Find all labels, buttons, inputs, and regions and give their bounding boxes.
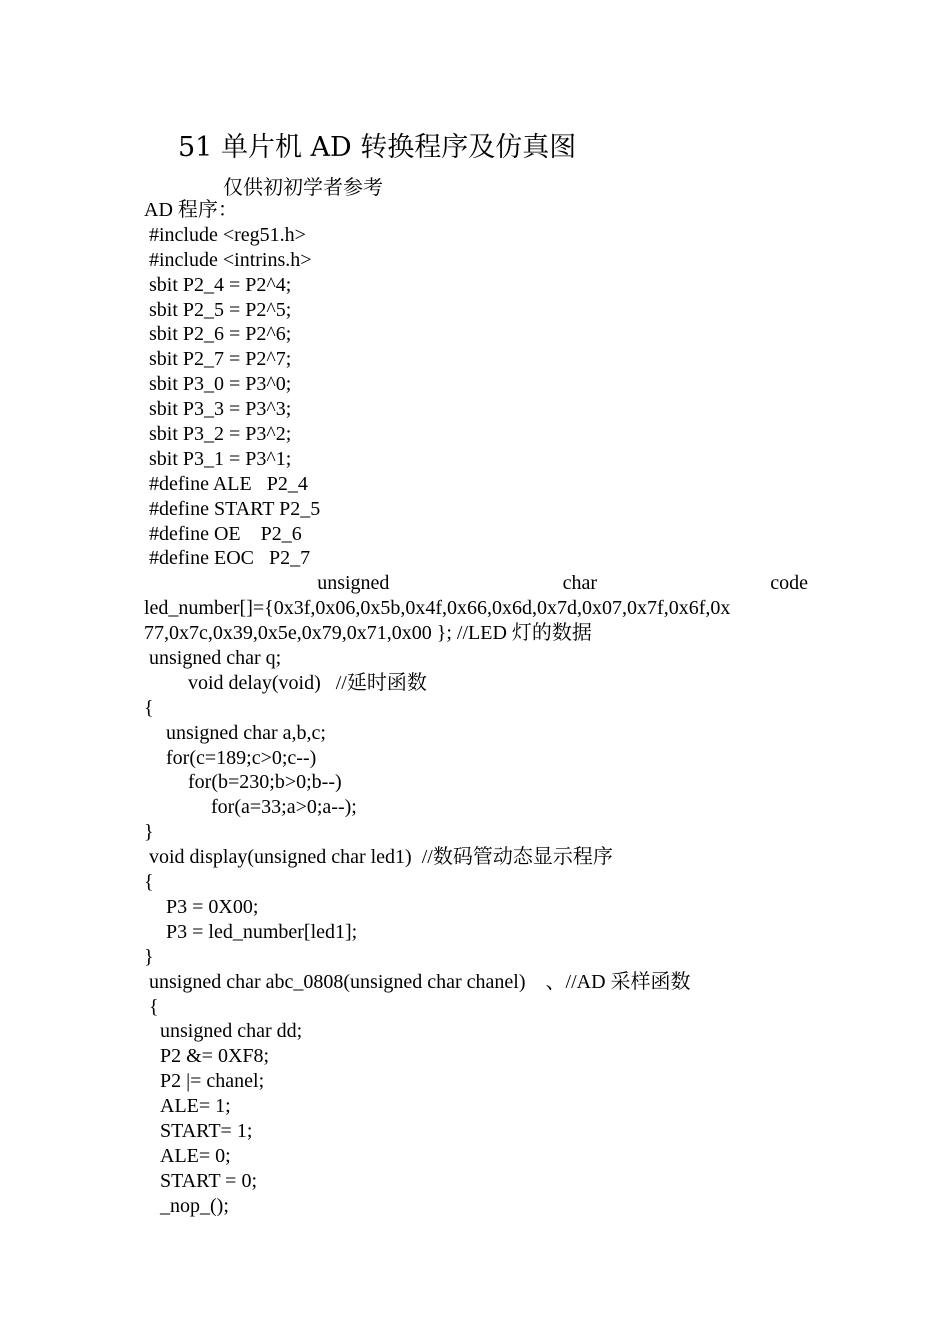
code-line: void display(unsigned char led1) //数码管动态显示程序	[149, 846, 613, 869]
document-subtitle: 仅供初初学者参考	[223, 175, 383, 199]
code-line: for(a=33;a>0;a--);	[211, 796, 357, 819]
code-line: #include <reg51.h>	[149, 223, 306, 246]
code-line: {	[144, 696, 154, 719]
code-line: 77,0x7c,0x39,0x5e,0x79,0x71,0x00 }; //LED 灯的数据	[144, 622, 592, 645]
code-line: sbit P2_6 = P2^6;	[149, 323, 292, 346]
code-line: sbit P2_5 = P2^5;	[149, 298, 292, 321]
code-line: }	[144, 945, 154, 968]
code-listing	[144, 198, 808, 1219]
code-word: unsigned	[317, 572, 390, 595]
code-line: for(c=189;c>0;c--)	[166, 746, 317, 769]
code-word: code	[770, 572, 808, 595]
code-line: #define EOC P2_7	[149, 547, 311, 570]
code-line: unsigned char q;	[149, 647, 282, 670]
code-line: unsigned char a,b,c;	[166, 721, 326, 744]
code-line: P2 &= 0XF8;	[160, 1045, 270, 1068]
code-word: char	[562, 572, 598, 595]
code-line: P3 = 0X00;	[166, 895, 259, 918]
code-line: {	[149, 995, 159, 1018]
code-line: for(b=230;b>0;b--)	[188, 771, 342, 794]
code-line: P2 |= chanel;	[160, 1070, 265, 1093]
code-line: #define OE P2_6	[149, 522, 302, 545]
code-line: AD 程序：	[144, 199, 238, 221]
code-line: {	[144, 871, 154, 894]
code-line: #define ALE P2_4	[149, 472, 308, 495]
code-line: #define START P2_5	[149, 497, 321, 520]
code-line: unsigned char abc_0808(unsigned char chanel) 、//AD 采样函数	[149, 970, 691, 993]
code-line: START = 0;	[160, 1169, 258, 1192]
code-line: unsigned char dd;	[160, 1020, 303, 1043]
code-line: sbit P3_3 = P3^3;	[149, 398, 292, 421]
code-line: ALE= 1;	[160, 1095, 231, 1118]
code-line: }	[144, 821, 154, 844]
code-line: sbit P3_2 = P3^2;	[149, 423, 292, 446]
code-line: sbit P3_0 = P3^0;	[149, 373, 292, 396]
code-line: #include <intrins.h>	[149, 248, 312, 271]
document-title: 51 单片机 AD 转换程序及仿真图	[178, 132, 577, 163]
code-line: P3 = led_number[led1];	[166, 920, 358, 943]
code-line: led_number[]={0x3f,0x06,0x5b,0x4f,0x66,0x6d,0x7d,0x07,0x7f,0x6f,0x	[144, 597, 731, 620]
code-line: sbit P3_1 = P3^1;	[149, 447, 292, 470]
code-line	[144, 571, 808, 596]
code-line: START= 1;	[160, 1119, 253, 1142]
code-line: ALE= 0;	[160, 1144, 231, 1167]
code-line: _nop_();	[160, 1194, 229, 1217]
code-line: void delay(void) //延时函数	[188, 671, 427, 694]
code-line: sbit P2_4 = P2^4;	[149, 273, 292, 296]
code-line: sbit P2_7 = P2^7;	[149, 348, 292, 371]
